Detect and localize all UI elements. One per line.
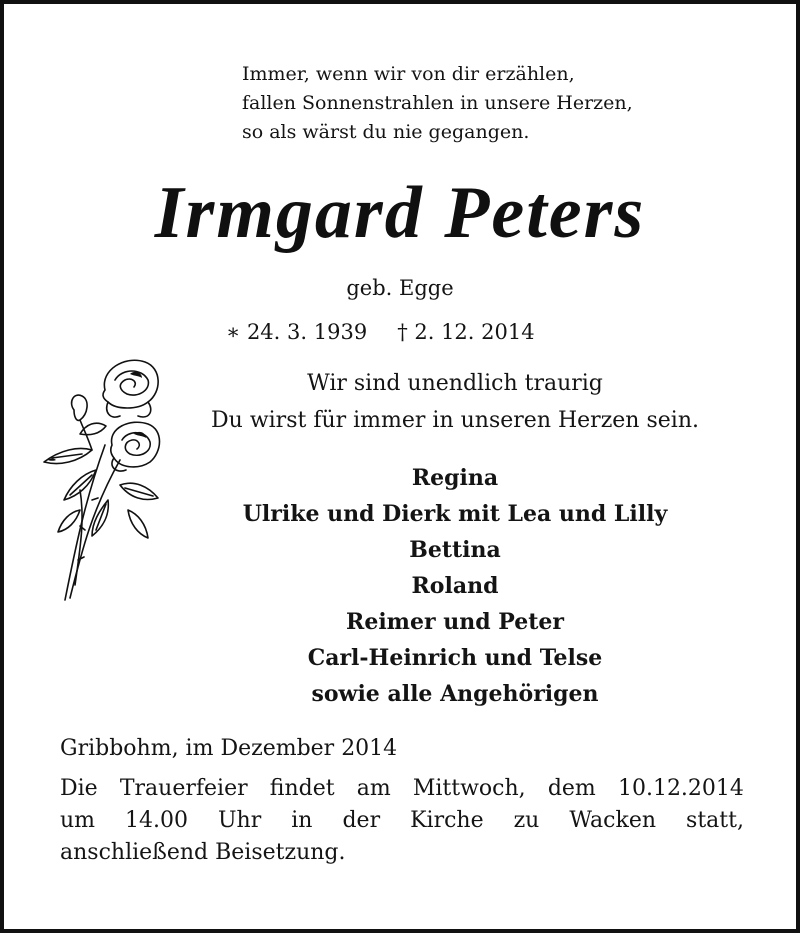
family-name: sowie alle Angehörigen — [311, 681, 599, 707]
deceased-name: Irmgard Peters — [154, 172, 646, 254]
family-name: Ulrike und Dierk mit Lea und Lilly — [242, 501, 668, 527]
birth-date: ∗ 24. 3. 1939 — [226, 320, 368, 344]
family-name: Carl-Heinrich und Telse — [307, 645, 603, 671]
family-name: Reimer und Peter — [346, 609, 564, 635]
poem-line: so als wärst du nie gegangen. — [242, 121, 530, 143]
service-line: Die Trauerfeier findet am Mittwoch, dem 10.12.2014 — [60, 776, 744, 801]
death-date: † 2. 12. 2014 — [397, 320, 535, 344]
lament-line: Du wirst für immer in unseren Herzen sein. — [211, 408, 699, 433]
poem-line: fallen Sonnenstrahlen in unsere Herzen, — [242, 92, 633, 114]
family-name: Regina — [411, 465, 499, 491]
birth-name: geb. Egge — [346, 276, 454, 300]
life-dates — [226, 316, 626, 348]
family-name: Bettina — [409, 537, 501, 563]
service-line: anschließend Beisetzung. — [60, 840, 346, 865]
place-and-date: Gribbohm, im Dezember 2014 — [60, 736, 398, 761]
family-list — [140, 460, 770, 712]
funeral-service-notice — [60, 773, 744, 869]
lament-line: Wir sind unendlich traurig — [307, 371, 603, 396]
lament — [140, 365, 770, 439]
family-name: Roland — [411, 573, 499, 599]
poem-line: Immer, wenn wir von dir erzählen, — [242, 63, 575, 85]
service-line: um 14.00 Uhr in der Kirche zu Wacken statt, — [60, 808, 744, 833]
poem — [242, 60, 742, 147]
